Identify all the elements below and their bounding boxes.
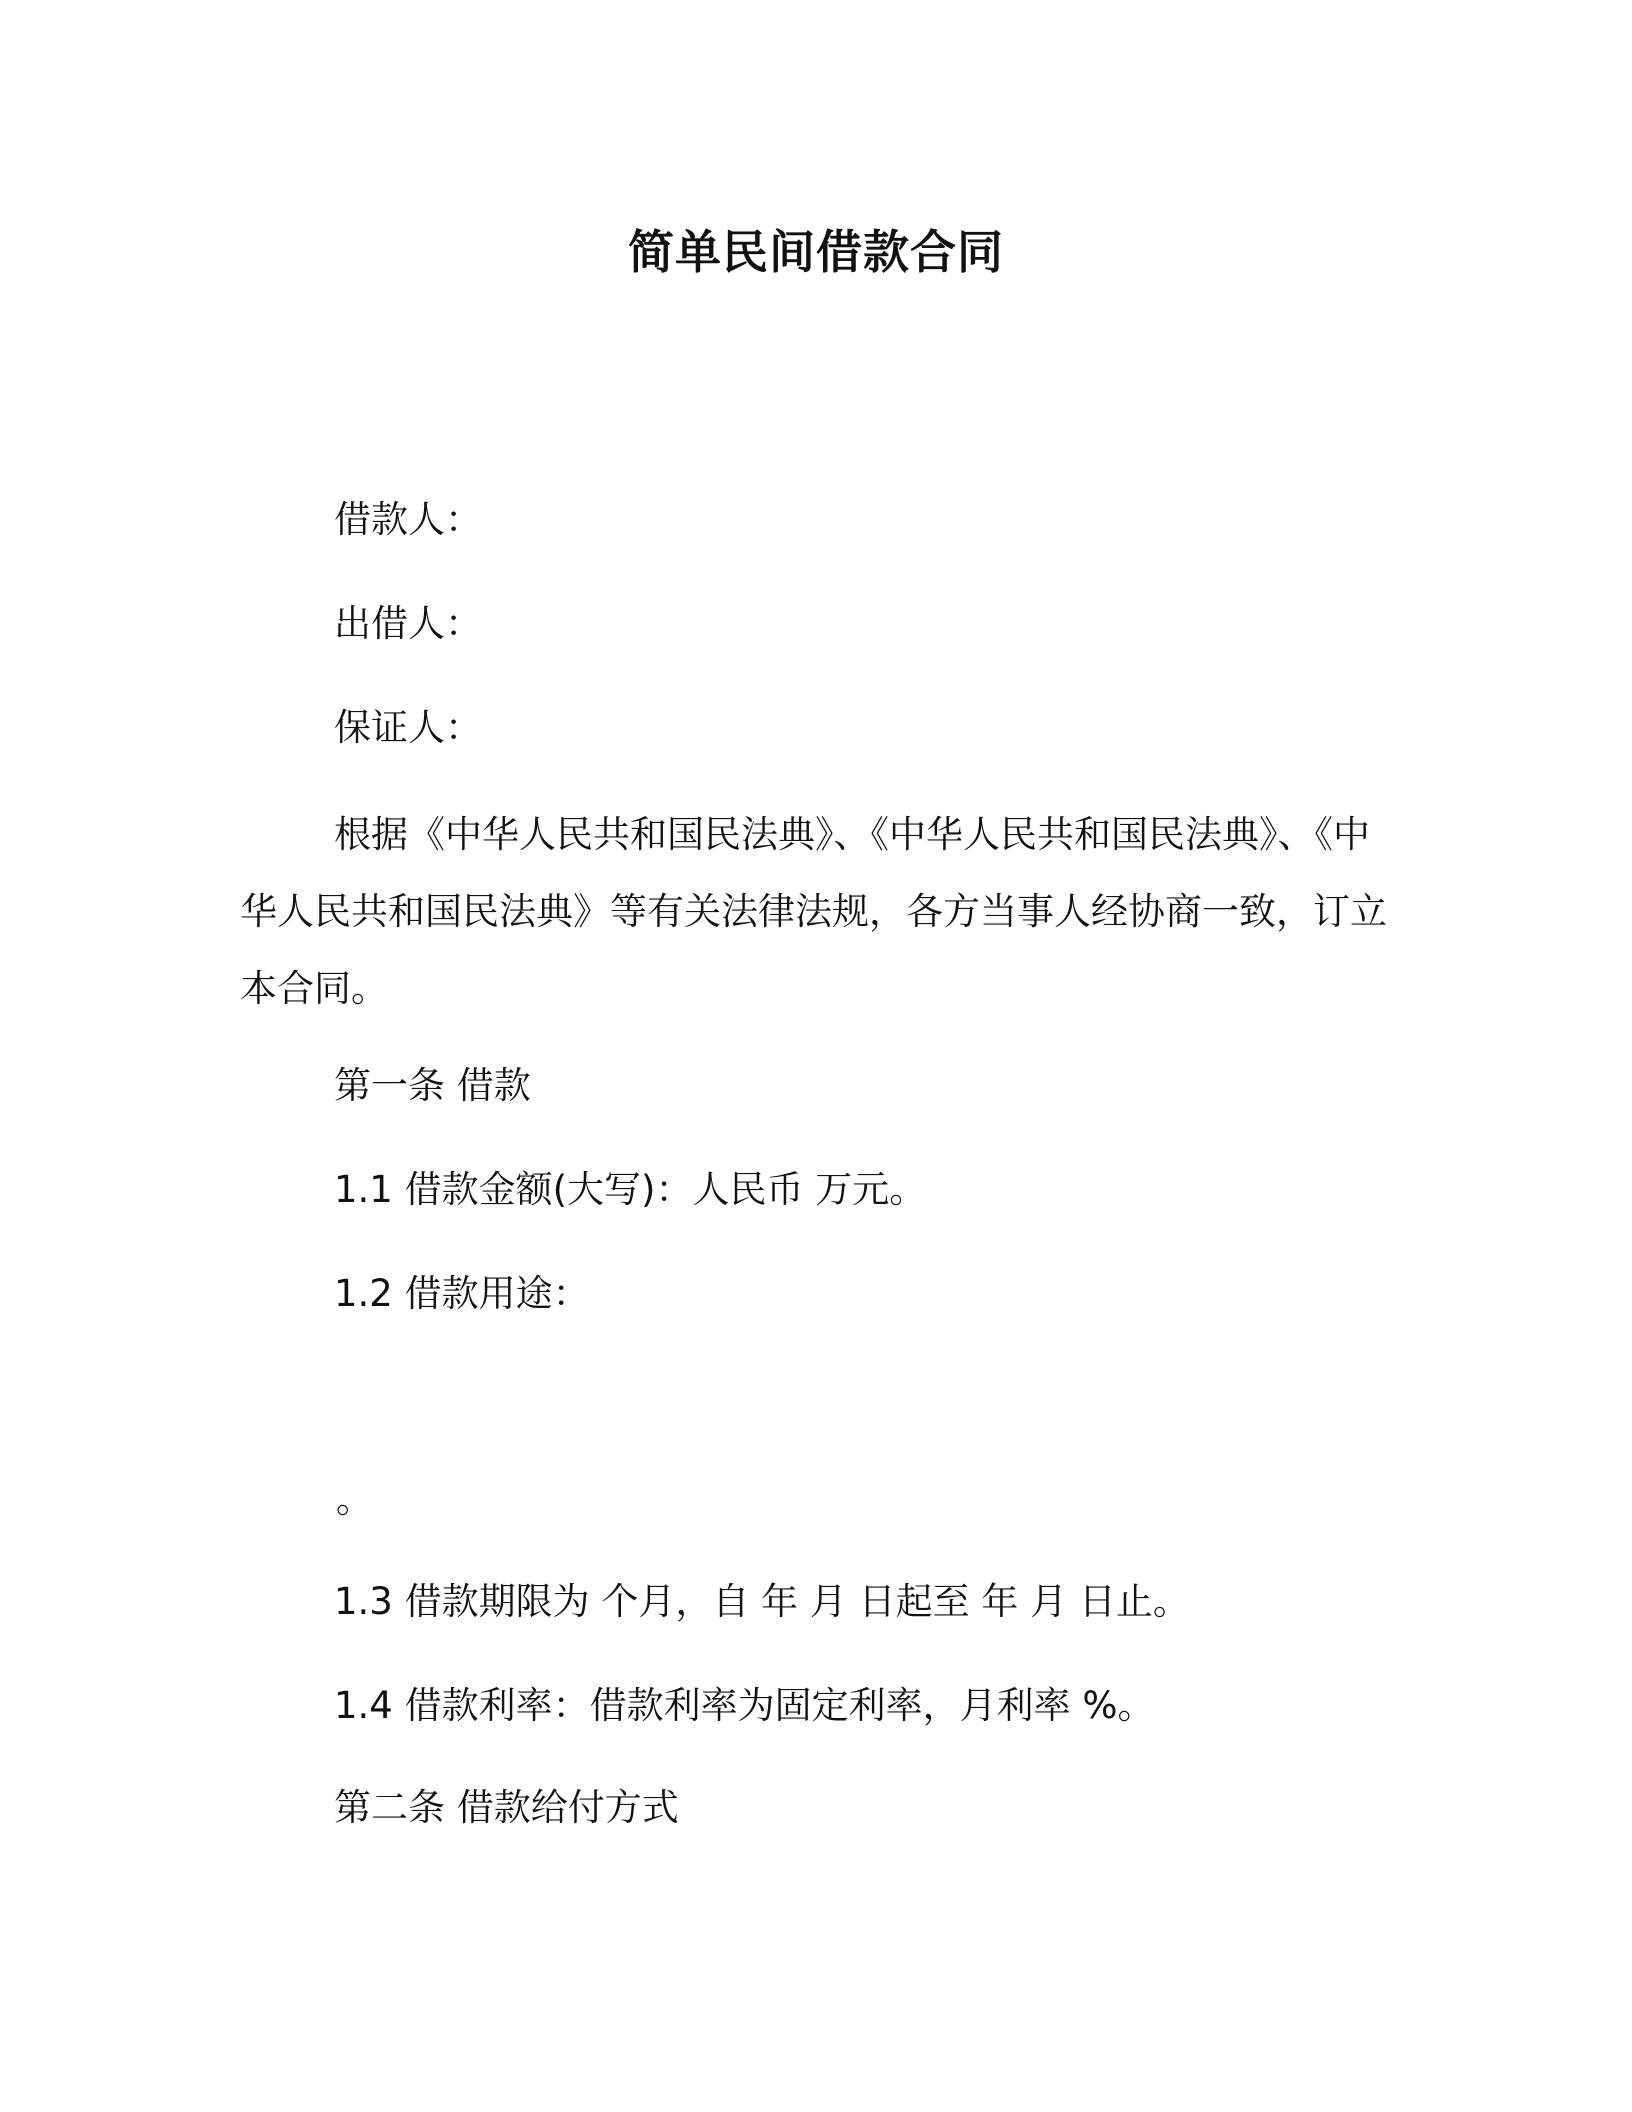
guarantor-label: 保证人： (334, 706, 482, 749)
preamble-paragraph: 根据《中华人民共和国民法典》、《中华人民共和国民法典》、《中华人民共和国民法典》等有关法律法规，各方当事人经协商一致，订立本合同。 (240, 813, 1387, 1010)
article-1-heading: 第一条 借款 (334, 1064, 531, 1107)
borrower-label: 借款人： (334, 498, 482, 541)
clause-1-2-end: 。 (336, 1478, 373, 1521)
article-2-heading: 第二条 借款给付方式 (334, 1786, 679, 1829)
document-title: 简单民间借款合同 (628, 225, 1004, 279)
clause-1-3: 1.3 借款期限为 个月，自 年 月 日起至 年 月 日止。 (334, 1580, 1190, 1623)
clause-1-2: 1.2 借款用途： (334, 1272, 590, 1315)
lender-label: 出借人： (334, 602, 482, 645)
clause-1-1: 1.1 借款金额(大写)：人民币 万元。 (334, 1168, 927, 1211)
clause-1-4: 1.4 借款利率：借款利率为固定利率，月利率 %。 (334, 1684, 1155, 1727)
